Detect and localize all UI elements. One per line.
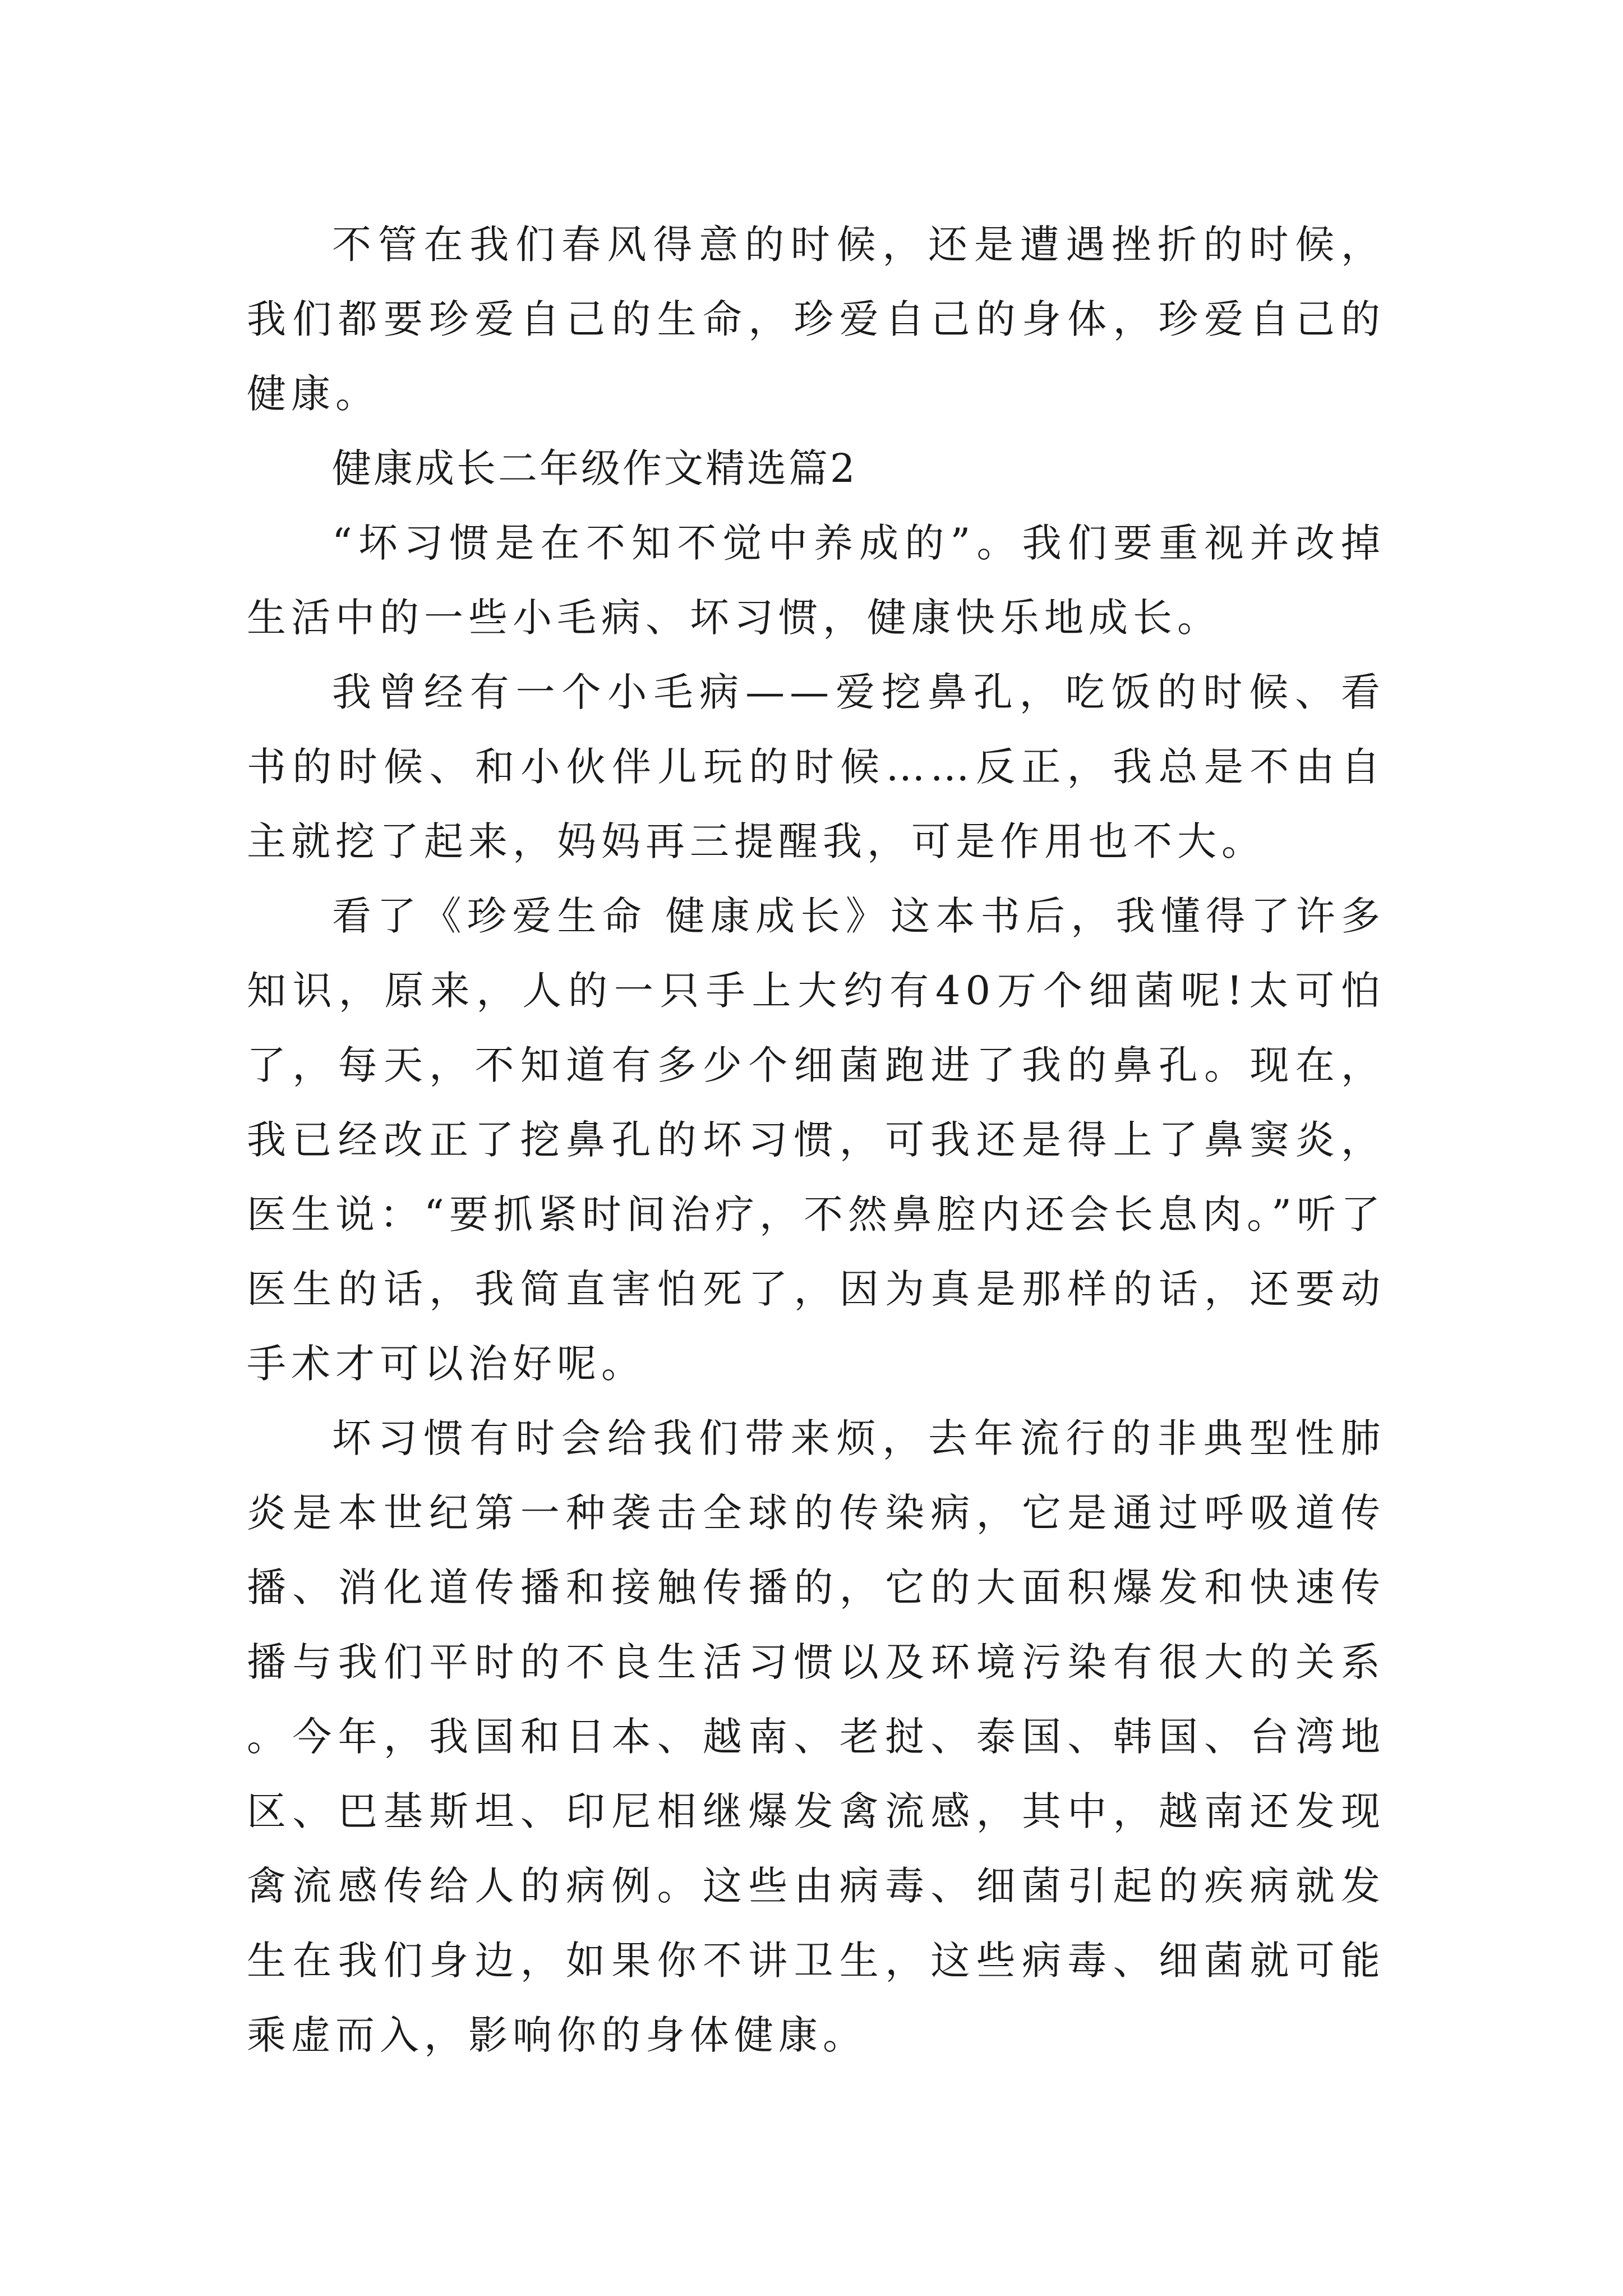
document-body [247,208,1385,2073]
paragraph-disease-spread: 坏习惯有时会给我们带来烦，去年流行的非典型性肺炎是本世纪第一种袭击全球的传染病，它是通过呼吸道传播、消化道传播和接触传播的，它的大面积爆发和快速传播与我们平时的不良生活习惯以及环境污染有很大的关系。今年，我国和日本、越南、老挝、泰国、韩国、台湾地区、巴基斯坦、印尼相继爆发禽流感，其中，越南还发现禽流感传给人的病例。这些由病毒、细菌引起的疾病就发生在我们身边，如果你不讲卫生，这些病毒、细菌就可能乘虚而入，影响你的身体健康。 [247,1415,1385,2058]
paragraph-intro-conclusion: 不管在我们春风得意的时候，还是遭遇挫折的时候，我们都要珍爱自己的生命，珍爱自己的身体，珍爱自己的健康。 [247,222,1385,417]
paragraph-bad-habits-quote: “坏习惯是在不知不觉中养成的”。我们要重视并改掉生活中的一些小毛病、坏习惯，健康快乐地成长。 [247,520,1385,641]
paragraph-nose-picking: 我曾经有一个小毛病——爱挖鼻孔，吃饭的时候、看书的时候、和小伙伴儿玩的时候……反正，我总是不由自主就挖了起来，妈妈再三提醒我，可是作用也不大。 [247,669,1385,864]
section-heading: 健康成长二年级作文精选篇2 [332,445,857,491]
paragraph-book-lesson: 看了《珍爱生命 健康成长》这本书后，我懂得了许多知识，原来，人的一只手上大约有40万个细菌呢!太可怕了，每天，不知道有多少个细菌跑进了我的鼻孔。现在，我已经改正了挖鼻孔的坏习惯，可我还是得上了鼻窦炎，医生说：“要抓紧时间治疗，不然鼻腔内还会长息肉。”听了医生的话，我简直害怕死了，因为真是那样的话，还要动手术才可以治好呢。 [247,893,1385,1387]
